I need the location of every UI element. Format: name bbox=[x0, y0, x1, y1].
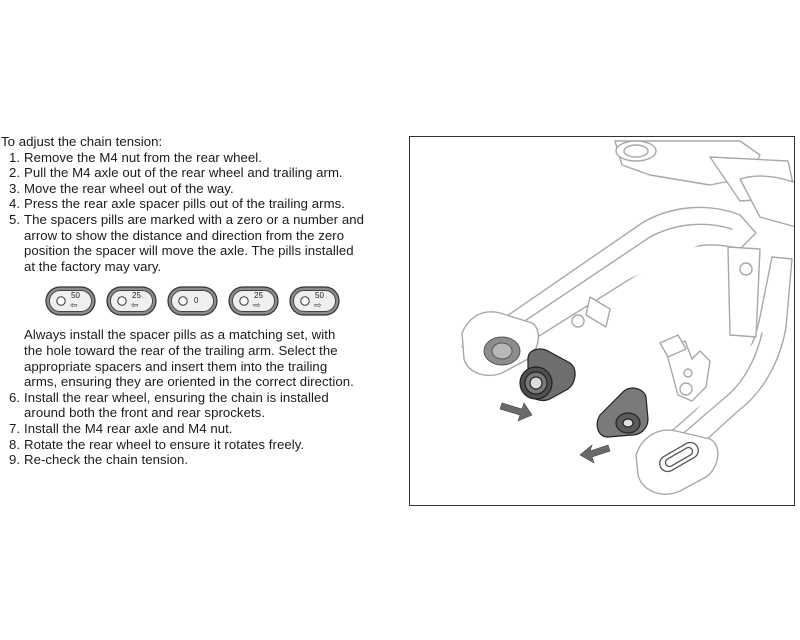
step-1: 1. Remove the M4 nut from the rear wheel. bbox=[9, 149, 262, 165]
step-6: 6. Install the rear wheel, ensuring the chain is installed around both the front and rear sprockets. bbox=[9, 389, 329, 421]
pill-label: 25 bbox=[132, 291, 141, 301]
instructions-intro: To adjust the chain tension: bbox=[1, 134, 163, 149]
arrow-left-icon: ⇦ bbox=[131, 300, 139, 311]
spacer-note: Always install the spacer pills as a matching set, with the hole toward the rear of the trailing arm. Select the appropriate spacers and insert them into the trailing arms, ensuring they are oriented in the correct direction. bbox=[24, 327, 354, 390]
spacer-pill-minus-50 bbox=[45, 286, 96, 316]
steps-list-continued bbox=[1, 390, 401, 468]
spacer-pill-zero bbox=[167, 286, 218, 316]
spacer-pill-minus-25 bbox=[106, 286, 157, 316]
spacer-pill-plus-50 bbox=[289, 286, 340, 316]
trailing-arm-illustration bbox=[409, 136, 795, 506]
spacer-pill-plus-25 bbox=[228, 286, 279, 316]
step-2: 2. Pull the M4 axle out of the rear wheel and trailing arm. bbox=[9, 165, 343, 181]
spacer-pills-row bbox=[45, 286, 401, 316]
step-3: 3. Move the rear wheel out of the way. bbox=[9, 180, 234, 196]
step-8: 8. Rotate the rear wheel to ensure it rotates freely. bbox=[9, 436, 305, 452]
instructions-column bbox=[1, 134, 401, 468]
step-4: 4. Press the rear axle spacer pills out of the trailing arms. bbox=[9, 196, 346, 212]
step-5: 5. The spacers pills are marked with a zero or a number and arrow to show the distance and direction from the zero position the spacer will move the axle. The pills installed at the factory may vary. bbox=[9, 211, 364, 274]
step-9: 9. Re-check the chain tension. bbox=[9, 452, 189, 468]
pill-label: 50 bbox=[315, 291, 324, 301]
arrow-left-icon: ⇦ bbox=[70, 300, 78, 311]
pill-label: 50 bbox=[71, 291, 80, 301]
pill-label: 25 bbox=[254, 291, 263, 301]
trailing-arm-drawing bbox=[410, 137, 795, 506]
arrow-right-icon: ⇨ bbox=[253, 300, 261, 311]
pill-label: 0 bbox=[194, 296, 199, 306]
step-7: 7. Install the M4 rear axle and M4 nut. bbox=[9, 420, 233, 436]
arrow-right-icon: ⇨ bbox=[314, 300, 322, 311]
steps-list bbox=[1, 150, 401, 275]
